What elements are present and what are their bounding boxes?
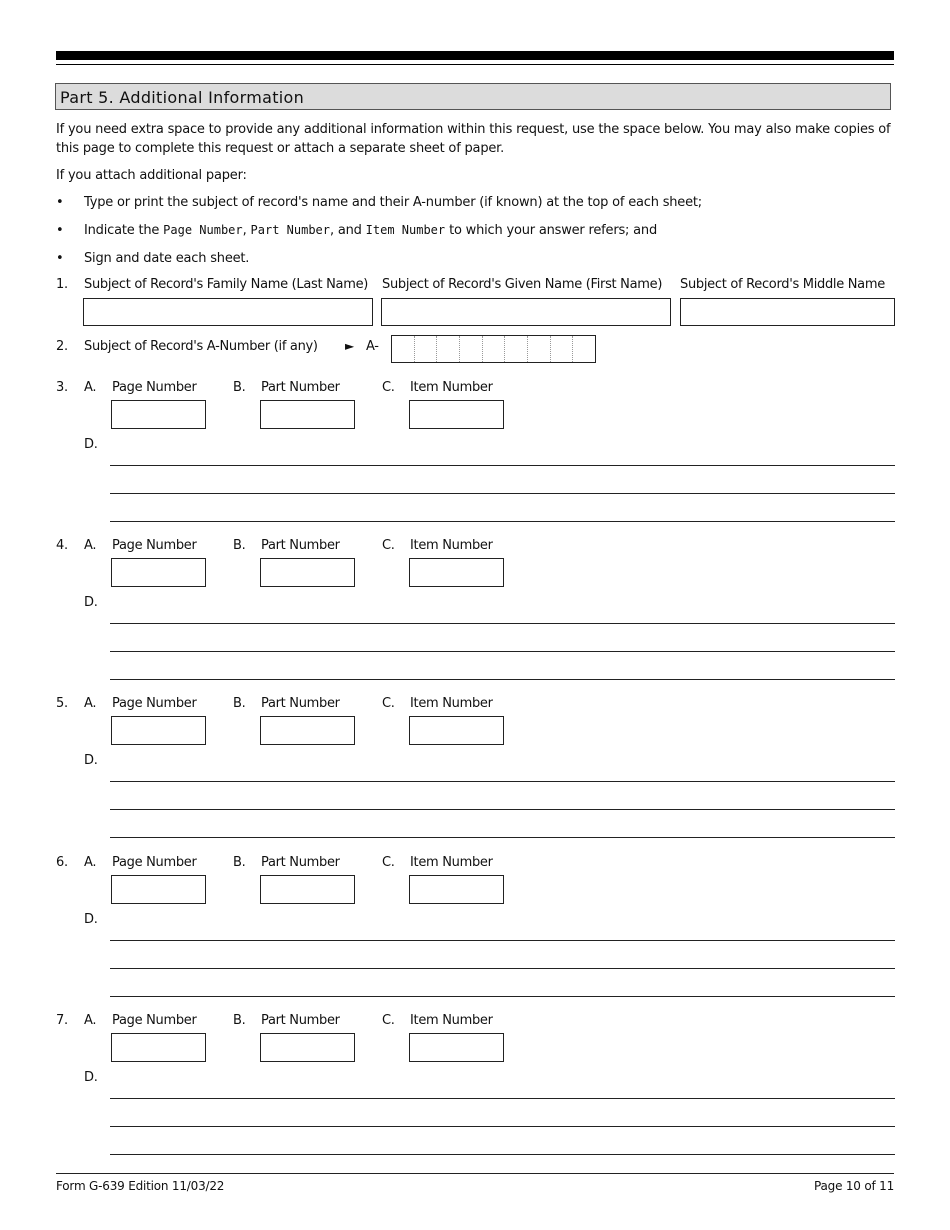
- entry-a-letter: A.: [84, 538, 97, 553]
- entry-item-number-label: Item Number: [410, 696, 493, 711]
- family-name-label: Subject of Record's Family Name (Last Name): [84, 277, 369, 292]
- entry-answer-line[interactable]: [110, 623, 895, 624]
- entry-page-number-label: Page Number: [112, 1013, 197, 1028]
- entry-item-number-label: Item Number: [410, 538, 493, 553]
- a-number-digit-cell[interactable]: [483, 336, 506, 362]
- entry-part-number-field[interactable]: [260, 1033, 355, 1062]
- entry-part-number-label: Part Number: [261, 380, 340, 395]
- entry-part-number-label: Part Number: [261, 538, 340, 553]
- entry-c-letter: C.: [382, 855, 395, 870]
- bullet-2-dot: •: [56, 223, 64, 238]
- entry-answer-line[interactable]: [110, 521, 895, 522]
- middle-name-field[interactable]: [680, 298, 895, 326]
- entry-answer-line[interactable]: [110, 781, 895, 782]
- entry-page-number-field[interactable]: [111, 716, 206, 745]
- entry-answer-line[interactable]: [110, 1098, 895, 1099]
- entry-part-number-field[interactable]: [260, 558, 355, 587]
- entry-c-letter: C.: [382, 696, 395, 711]
- entry-answer-line[interactable]: [110, 679, 895, 680]
- bullet-2-comma: ,: [242, 223, 251, 238]
- top-rule-thin: [56, 64, 894, 65]
- entry-answer-line[interactable]: [110, 837, 895, 838]
- intro-paragraph: If you need extra space to provide any additional information within this request, use the space below. You may also make copies of this page to complete this request or attach a separate sheet of paper.: [56, 122, 891, 156]
- family-name-field[interactable]: [83, 298, 373, 326]
- entry-d-letter: D.: [84, 1070, 98, 1085]
- entry-item-number-field[interactable]: [409, 400, 504, 429]
- entry-item-number-field[interactable]: [409, 875, 504, 904]
- a-number-prefix: A-: [366, 339, 379, 354]
- entry-b-letter: B.: [233, 1013, 246, 1028]
- entry-answer-line[interactable]: [110, 493, 895, 494]
- entry-b-letter: B.: [233, 380, 246, 395]
- given-name-field[interactable]: [381, 298, 671, 326]
- entry-c-letter: C.: [382, 380, 395, 395]
- entry-b-letter: B.: [233, 855, 246, 870]
- bullet-2-pre: Indicate the: [84, 223, 164, 238]
- entry-d-letter: D.: [84, 753, 98, 768]
- attach-label: If you attach additional paper:: [56, 168, 247, 183]
- entry-a-letter: A.: [84, 855, 97, 870]
- a-number-digit-cell[interactable]: [505, 336, 528, 362]
- item-1-number: 1.: [56, 277, 68, 292]
- a-number-digit-cell[interactable]: [573, 336, 595, 362]
- given-name-label: Subject of Record's Given Name (First Name): [382, 277, 663, 292]
- entry-part-number-label: Part Number: [261, 696, 340, 711]
- a-number-digit-cell[interactable]: [437, 336, 460, 362]
- entry-a-letter: A.: [84, 380, 97, 395]
- part-title: Part 5. Additional Information: [55, 83, 891, 110]
- entry-page-number-label: Page Number: [112, 380, 197, 395]
- item-2-number: 2.: [56, 339, 68, 354]
- a-number-label: Subject of Record's A-Number (if any): [84, 339, 318, 354]
- entry-number: 5.: [56, 696, 68, 711]
- entry-answer-line[interactable]: [110, 996, 895, 997]
- entry-page-number-field[interactable]: [111, 558, 206, 587]
- entry-number: 3.: [56, 380, 68, 395]
- form-edition: Form G-639 Edition 11/03/22: [56, 1179, 225, 1193]
- bullet-2-and: , and: [330, 223, 366, 238]
- entry-part-number-label: Part Number: [261, 1013, 340, 1028]
- bullet-3-text: Sign and date each sheet.: [84, 251, 250, 266]
- entry-c-letter: C.: [382, 1013, 395, 1028]
- entry-number: 4.: [56, 538, 68, 553]
- entry-page-number-field[interactable]: [111, 400, 206, 429]
- a-number-digit-cell[interactable]: [460, 336, 483, 362]
- entry-part-number-field[interactable]: [260, 716, 355, 745]
- entry-c-letter: C.: [382, 538, 395, 553]
- entry-answer-line[interactable]: [110, 651, 895, 652]
- bullet-2-part-number: Part Number: [250, 223, 330, 237]
- entry-d-letter: D.: [84, 595, 98, 610]
- entry-a-letter: A.: [84, 1013, 97, 1028]
- entry-item-number-label: Item Number: [410, 855, 493, 870]
- bullet-2-text: [84, 223, 657, 238]
- a-number-digit-cell[interactable]: [528, 336, 551, 362]
- entry-b-letter: B.: [233, 538, 246, 553]
- entry-answer-line[interactable]: [110, 968, 895, 969]
- entry-item-number-label: Item Number: [410, 1013, 493, 1028]
- bullet-2-post: to which your answer refers; and: [445, 223, 658, 238]
- entry-item-number-field[interactable]: [409, 1033, 504, 1062]
- entry-page-number-label: Page Number: [112, 696, 197, 711]
- entry-part-number-field[interactable]: [260, 875, 355, 904]
- arrow-icon: ►: [345, 339, 354, 353]
- a-number-field[interactable]: [391, 335, 596, 363]
- entry-answer-line[interactable]: [110, 1154, 895, 1155]
- entry-d-letter: D.: [84, 912, 98, 927]
- entry-a-letter: A.: [84, 696, 97, 711]
- bullet-2-item-number: Item Number: [365, 223, 446, 237]
- entry-page-number-field[interactable]: [111, 1033, 206, 1062]
- a-number-digit-cell[interactable]: [415, 336, 438, 362]
- a-number-digit-cell[interactable]: [551, 336, 574, 362]
- entry-item-number-field[interactable]: [409, 558, 504, 587]
- entry-item-number-field[interactable]: [409, 716, 504, 745]
- top-rule-thick: [56, 51, 894, 60]
- entry-item-number-label: Item Number: [410, 380, 493, 395]
- a-number-digit-cell[interactable]: [392, 336, 415, 362]
- entry-page-number-field[interactable]: [111, 875, 206, 904]
- entry-answer-line[interactable]: [110, 940, 895, 941]
- page-number: Page 10 of 11: [814, 1179, 894, 1193]
- entry-answer-line[interactable]: [110, 1126, 895, 1127]
- entry-number: 6.: [56, 855, 68, 870]
- entry-part-number-label: Part Number: [261, 855, 340, 870]
- middle-name-label: Subject of Record's Middle Name: [680, 277, 885, 292]
- entry-answer-line[interactable]: [110, 809, 895, 810]
- entry-number: 7.: [56, 1013, 68, 1028]
- footer-rule: [56, 1173, 894, 1174]
- bullet-3-dot: •: [56, 251, 64, 266]
- entry-b-letter: B.: [233, 696, 246, 711]
- entry-page-number-label: Page Number: [112, 855, 197, 870]
- bullet-1-dot: •: [56, 195, 64, 210]
- entry-page-number-label: Page Number: [112, 538, 197, 553]
- entry-d-letter: D.: [84, 437, 98, 452]
- entry-part-number-field[interactable]: [260, 400, 355, 429]
- bullet-1-text: Type or print the subject of record's name and their A-number (if known) at the top of each sheet;: [84, 195, 702, 210]
- entry-answer-line[interactable]: [110, 465, 895, 466]
- bullet-2-page-number: Page Number: [163, 223, 243, 237]
